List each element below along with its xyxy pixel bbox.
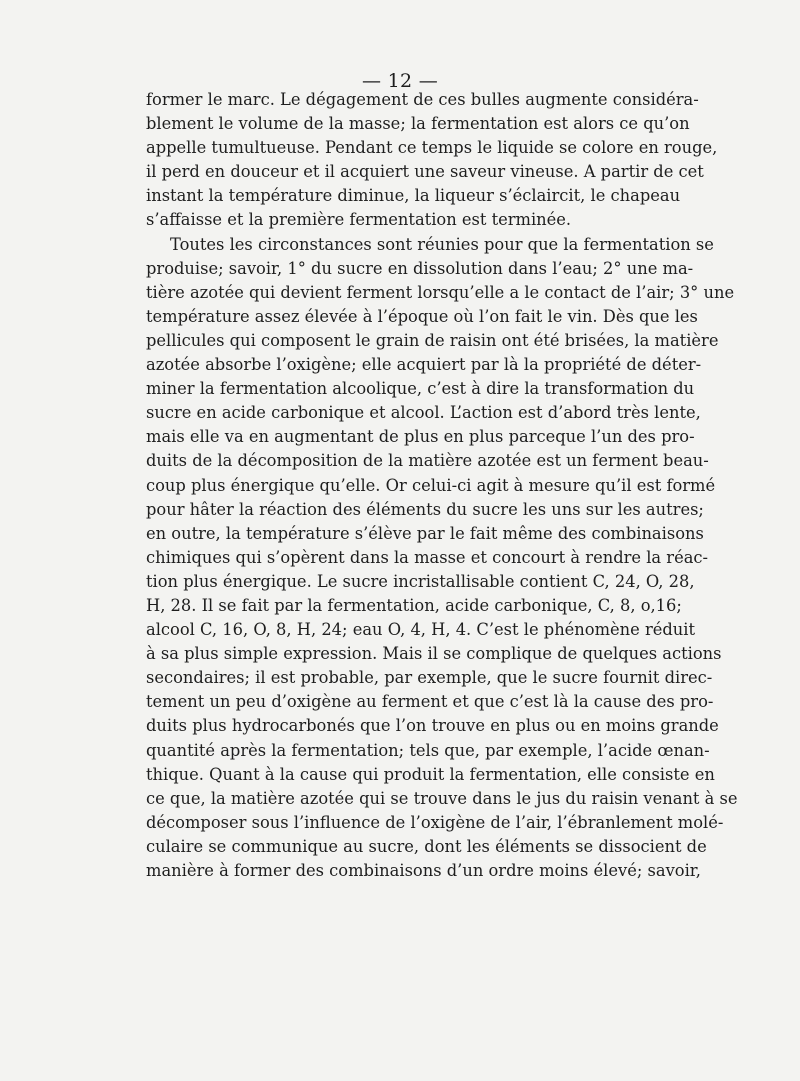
text-line: duits de la décomposition de la matière azotée est un ferment beau- <box>146 451 709 471</box>
paragraph-2 <box>146 233 738 884</box>
text-line: former le marc. Le dégagement de ces bulles augmente considéra- <box>146 90 699 109</box>
text-line: tion plus énergique. Le sucre incristallisable contient C, 24, O, 28, <box>146 571 695 591</box>
text-line: il perd en douceur et il acquiert une saveur vineuse. A partir de cet <box>146 162 704 182</box>
body-text <box>146 88 738 883</box>
text-line: pour hâter la réaction des éléments du sucre les uns sur les autres; <box>146 499 704 519</box>
text-line: chimiques qui s’opèrent dans la masse et concourt à rendre la réac- <box>146 547 709 567</box>
page-number: — 12 — <box>361 70 439 92</box>
text-line: appelle tumultueuse. Pendant ce temps le liquide se colore en rouge, <box>146 138 718 158</box>
text-line: thique. Quant à la cause qui produit la fermentation, elle consiste en <box>146 764 715 784</box>
text-line: coup plus énergique qu’elle. Or celui-ci agit à mesure qu’il est formé <box>146 475 716 495</box>
text-line: azotée absorbe l’oxigène; elle acquiert par là la propriété de déter- <box>146 355 702 375</box>
text-line: H, 28. Il se fait par la fermentation, acide carbonique, C, 8, o,16; <box>146 595 682 615</box>
text-line: produise; savoir, 1° du sucre en dissolution dans l’eau; 2° une ma- <box>146 258 694 278</box>
text-line: sucre en acide carbonique et alcool. L’action est d’abord très lente, <box>146 403 701 423</box>
text-line: quantité après la fermentation; tels que, par exemple, l’acide œnan- <box>146 740 710 760</box>
text-line: manière à former des combinaisons d’un ordre moins élevé; savoir, <box>146 861 701 880</box>
paragraph-1 <box>146 88 718 233</box>
text-line: s’affaisse et la première fermentation est terminée. <box>146 210 572 230</box>
text-line: en outre, la température s’élève par le fait même des combinaisons <box>146 523 704 543</box>
text-line: tière azotée qui devient ferment lorsqu’elle a le contact de l’air; 3° une <box>146 282 735 302</box>
text-line: décomposer sous l’influence de l’oxigène de l’air, l’ébranlement molé- <box>146 812 724 832</box>
text-line: blement le volume de la masse; la fermentation est alors ce qu’on <box>146 114 690 134</box>
text-line: à sa plus simple expression. Mais il se complique de quelques actions <box>146 644 722 664</box>
text-line: duits plus hydrocarbonés que l’on trouve en plus ou en moins grande <box>146 716 719 736</box>
text-line: alcool C, 16, O, 8, H, 24; eau O, 4, H, 4. C’est le phénomène réduit <box>146 620 696 640</box>
text-line: température assez élevée à l’époque où l’on fait le vin. Dès que les <box>146 306 698 326</box>
text-line: miner la fermentation alcoolique, c’est à dire la transformation du <box>146 379 695 399</box>
text-line: instant la température diminue, la liqueur s’éclaircit, le chapeau <box>146 186 681 206</box>
text-line: secondaires; il est probable, par exemple, que le sucre fournit direc- <box>146 668 713 688</box>
text-line: tement un peu d’oxigène au ferment et que c’est là la cause des pro- <box>146 692 714 712</box>
text-line: ce que, la matière azotée qui se trouve dans le jus du raisin venant à se <box>146 788 738 808</box>
text-line: pellicules qui composent le grain de raisin ont été brisées, la matière <box>146 330 719 350</box>
text-line: Toutes les circonstances sont réunies pour que la fermentation se <box>170 234 714 254</box>
text-line: mais elle va en augmentant de plus en plus parceque l’un des pro- <box>146 427 695 447</box>
text-line: culaire se communique au sucre, dont les éléments se dissocient de <box>146 836 707 856</box>
